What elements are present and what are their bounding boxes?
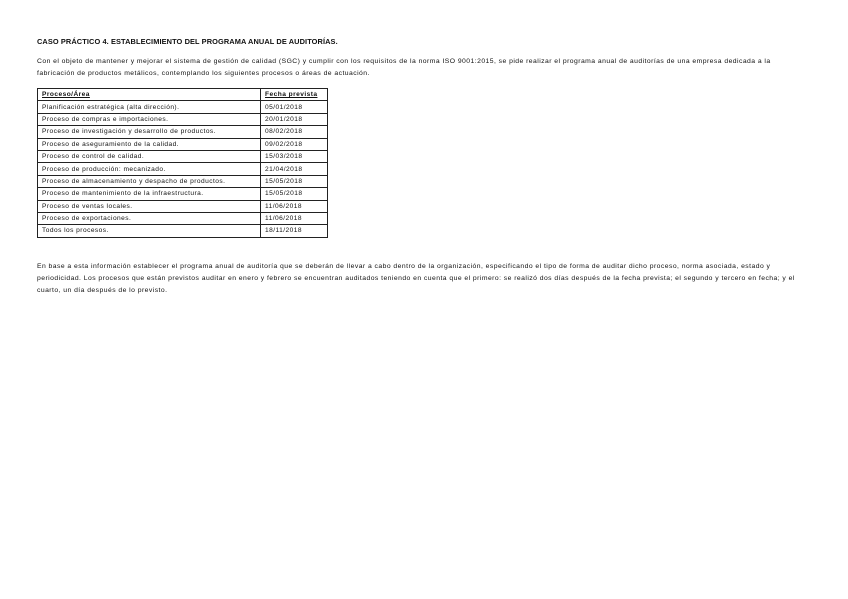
table-row [38,101,328,113]
header-planned-date: Fecha prevista [261,89,328,101]
table-row [38,126,328,138]
process-cell: Proceso de exportaciones. [38,212,261,224]
intro-paragraph: Con el objeto de mantener y mejorar el sistema de gestión de calidad (SGC) y cumplir con los requisitos de la norma ISO 9001:2015, se pide realizar el programa anual de auditorías de una empresa dedicada a la fabricación de productos metálicos, contemplando los siguientes procesos o áreas de actuación. [37,58,771,77]
document-title: CASO PRÁCTICO 4. ESTABLECIMIENTO DEL PROGRAMA ANUAL DE AUDITORÍAS. [37,37,338,46]
table-header-row [38,89,328,101]
date-cell: 21/04/2018 [261,163,328,175]
table-row [38,138,328,150]
process-cell: Proceso de ventas locales. [38,200,261,212]
date-cell: 09/02/2018 [261,138,328,150]
date-cell: 15/05/2018 [261,175,328,187]
process-cell: Proceso de compras e importaciones. [38,113,261,125]
header-process-area: Proceso/Área [38,89,261,101]
table-row [38,163,328,175]
process-cell: Planificación estratégica (alta dirección). [38,101,261,113]
process-cell: Proceso de control de calidad. [38,150,261,162]
table-body [38,101,328,237]
process-cell: Proceso de almacenamiento y despacho de productos. [38,175,261,187]
table-row [38,200,328,212]
date-cell: 20/01/2018 [261,113,328,125]
date-cell: 15/05/2018 [261,188,328,200]
table-row [38,175,328,187]
document-page [37,37,802,297]
process-cell: Proceso de producción: mecanizado. [38,163,261,175]
date-cell: 11/06/2018 [261,200,328,212]
table-row [38,212,328,224]
audit-schedule-table [37,88,328,238]
date-cell: 05/01/2018 [261,101,328,113]
table-row [38,113,328,125]
closing-paragraph: En base a esta información establecer el programa anual de auditoría que se deberán de llevar a cabo dentro de la organización, especificando el tipo de forma de auditar dicho proceso, norma asociada, estado y periodicidad. Los procesos que están previstos auditar en enero y febrero se encuentran auditados teniendo en cuenta que el primero: se realizó dos días después de la fecha prevista; el segundo y tercero en fecha; y el cuarto, un día después de lo previsto. [37,262,795,294]
date-cell: 18/11/2018 [261,225,328,237]
process-cell: Proceso de investigación y desarrollo de productos. [38,126,261,138]
table-row [38,188,328,200]
date-cell: 15/03/2018 [261,150,328,162]
process-cell: Proceso de mantenimiento de la infraestructura. [38,188,261,200]
process-cell: Proceso de aseguramiento de la calidad. [38,138,261,150]
date-cell: 11/06/2018 [261,212,328,224]
date-cell: 08/02/2018 [261,126,328,138]
table-row [38,225,328,237]
process-cell: Todos los procesos. [38,225,261,237]
table-row [38,150,328,162]
